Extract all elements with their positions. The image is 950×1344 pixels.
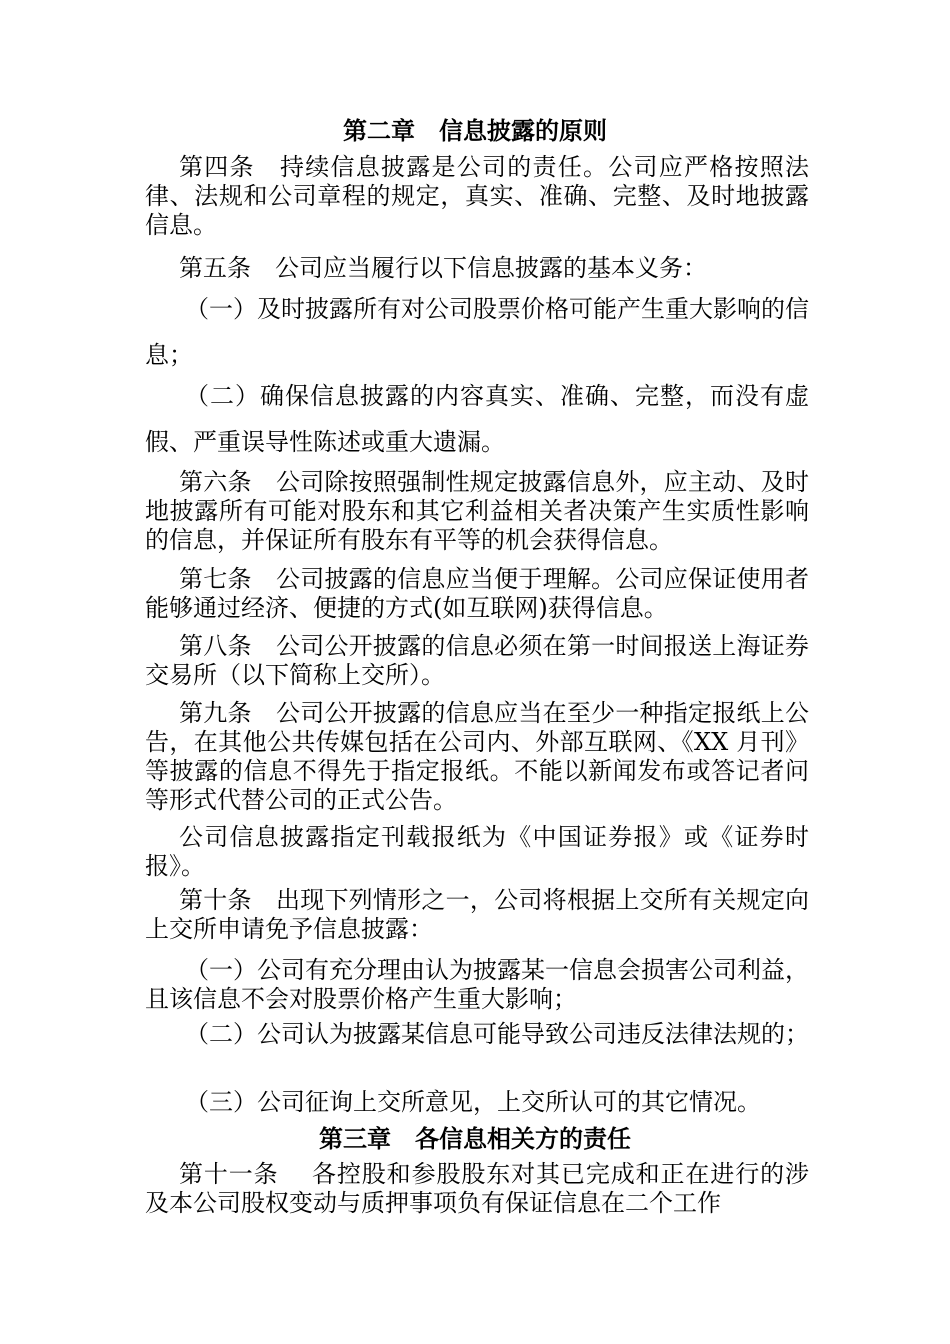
article-5: 第五条 公司应当履行以下信息披露的基本义务： <box>179 254 707 282</box>
article-5-item-1: （一）及时披露所有对公司股票价格可能产生重大影响的信息； <box>145 295 809 369</box>
article-11: 第十一条 各控股和参股股东对其已完成和正在进行的涉及本公司股权变动与质押事项负有保证信息在二个工作 <box>145 1160 809 1217</box>
article-9: 第九条 公司公开披露的信息应当在至少一种指定报纸上公告，在其他公共传媒包括在公司内、外部互联网、《XX 月刊》等披露的信息不得先于指定报纸。不能以新闻发布或答记者问等形式代替公司的正式公告。 <box>145 699 809 814</box>
article-6: 第六条 公司除按照强制性规定披露信息外，应主动、及时地披露所有可能对股东和其它利益相关者决策产生实质性影响的信息，并保证所有股东有平等的机会获得信息。 <box>145 468 809 554</box>
article-10: 第十条 出现下列情形之一，公司将根据上交所有关规定向上交所申请免予信息披露： <box>145 886 809 943</box>
article-9-note: 公司信息披露指定刊载报纸为《中国证券报》或《证券时报》。 <box>145 823 809 880</box>
article-4: 第四条 持续信息披露是公司的责任。公司应严格按照法律、法规和公司章程的规定，真实、准确、完整、及时地披露信息。 <box>145 153 809 239</box>
article-10-item-2: （二）公司认为披露某信息可能导致公司违反法律法规的； <box>185 1020 809 1048</box>
article-5-item-2: （二）确保信息披露的内容真实、准确、完整，而没有虚假、严重误导性陈述或重大遗漏。 <box>145 382 809 456</box>
chapter-3-title: 第三章 各信息相关方的责任 <box>319 1124 631 1153</box>
article-10-item-1: （一）公司有充分理由认为披露某一信息会损害公司利益，且该信息不会对股票价格产生重大影响； <box>145 956 809 1013</box>
article-10-item-3: （三）公司征询上交所意见，上交所认可的其它情况。 <box>185 1088 761 1116</box>
chapter-2-title: 第二章 信息披露的原则 <box>343 116 607 145</box>
article-8: 第八条 公司公开披露的信息必须在第一时间报送上海证券交易所（以下简称上交所）。 <box>145 632 809 689</box>
article-7: 第七条 公司披露的信息应当便于理解。公司应保证使用者能够通过经济、便捷的方式(如互联网)获得信息。 <box>145 565 809 622</box>
